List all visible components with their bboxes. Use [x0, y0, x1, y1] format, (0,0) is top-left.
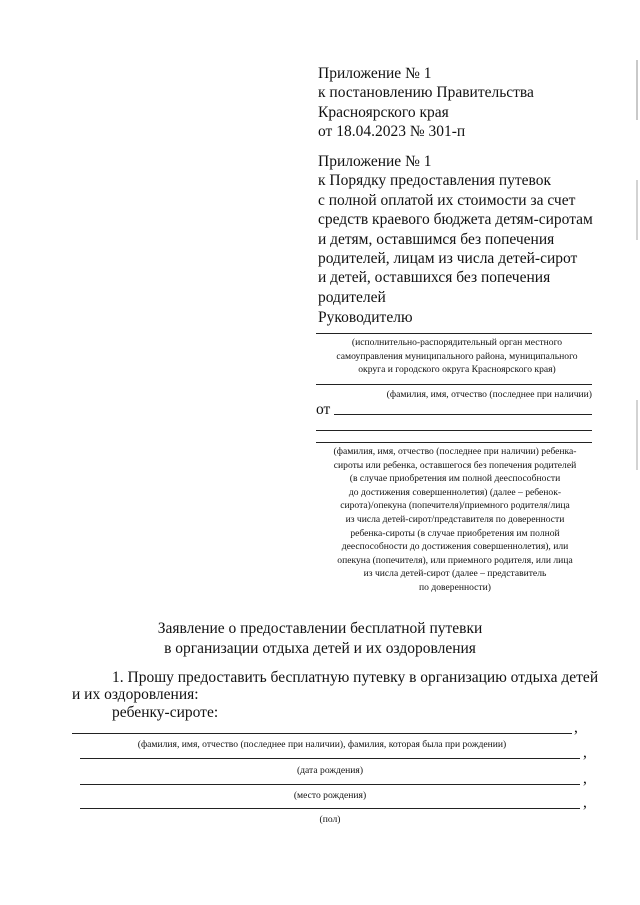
appendix-decree-line: Приложение № 1: [318, 65, 432, 82]
comma: ,: [583, 770, 587, 787]
scan-edge-mark: [636, 60, 638, 120]
appendix-decree-line: Красноярского края: [318, 103, 449, 121]
appendix-order-line: и детям, оставшимся без попечения: [318, 230, 555, 248]
applicant-name-line-3[interactable]: [316, 442, 592, 443]
org-name-line[interactable]: [316, 333, 592, 334]
birth-place-caption: (место рождения): [293, 790, 367, 801]
scan-edge-mark: [636, 180, 638, 240]
scan-edge-mark: [636, 400, 638, 470]
appendix-order-line: к Порядку предоставления путевок: [318, 172, 552, 190]
appendix-decree-block: [318, 64, 534, 142]
appendix-decree-line: от 18.04.2023 № 301-п: [318, 123, 466, 141]
sex-caption: (пол): [319, 814, 341, 825]
appendix-order-line: и детей, оставшихся без попечения: [318, 269, 551, 287]
org-caption: (исполнительно-распорядительный орган местного самоуправления муниципального района, муниципального округа и городского округа Красноярского края): [336, 337, 578, 376]
head-caption: (фамилия, имя, отчество (последнее при наличии): [386, 389, 592, 400]
from-label: от: [316, 401, 331, 418]
birth-place-line[interactable]: [80, 784, 580, 785]
paragraph-1-line-1: 1. Прошу предоставить бесплатную путевку в организацию отдыха детей: [112, 669, 599, 686]
document-title: Заявление о предоставлении бесплатной путевки в организации отдыха детей и их оздоровления: [157, 620, 483, 657]
appendix-order-line: Приложение № 1: [318, 153, 432, 170]
name-caption: (фамилия, имя, отчество (последнее при наличии), фамилия, которая была при рождении): [137, 739, 507, 750]
applicant-name-line-2[interactable]: [316, 430, 592, 431]
appendix-order-line: средств краевого бюджета детям-сиротам: [318, 211, 593, 229]
applicant-caption: (фамилия, имя, отчество (последнее при наличии) ребенка- сироты или ребенка, оставшегося без попечения родителей (в случае приобретения им полной дееспособности до достижения совершеннолетия) (далее – ребенок- сирота)/опекуна (попечителя)/приемного родителя/лица из числа детей-сирот/представителя по доверенности ребенка-сироты (в случае приобретения им полной дееспособности до достижения совершеннолетия), или опекуна (попечителя), или приемного родителя, или лица из числа детей-сирот (далее – представитель по доверенности): [333, 446, 577, 593]
birth-date-line[interactable]: [80, 758, 580, 759]
addressee-label: Руководителю: [318, 309, 413, 326]
paragraph-1-line-2: и их оздоровления:: [72, 686, 199, 703]
appendix-order-line: с полной оплатой их стоимости за счет: [318, 191, 576, 209]
child-name-line[interactable]: [72, 733, 572, 734]
comma: ,: [574, 719, 578, 736]
appendix-order-line: родителей: [318, 288, 386, 306]
child-label: ребенку-сироте:: [112, 704, 219, 721]
comma: ,: [583, 744, 587, 761]
head-name-line[interactable]: [316, 384, 592, 385]
birth-date-caption: (дата рождения): [296, 765, 364, 776]
applicant-name-line[interactable]: [334, 414, 592, 415]
appendix-order-line: родителей, лицам из числа детей-сирот: [318, 250, 578, 268]
appendix-order-block: [318, 152, 593, 307]
comma: ,: [583, 794, 587, 811]
sex-line[interactable]: [80, 808, 580, 809]
appendix-decree-line: к постановлению Правительства: [318, 84, 534, 102]
